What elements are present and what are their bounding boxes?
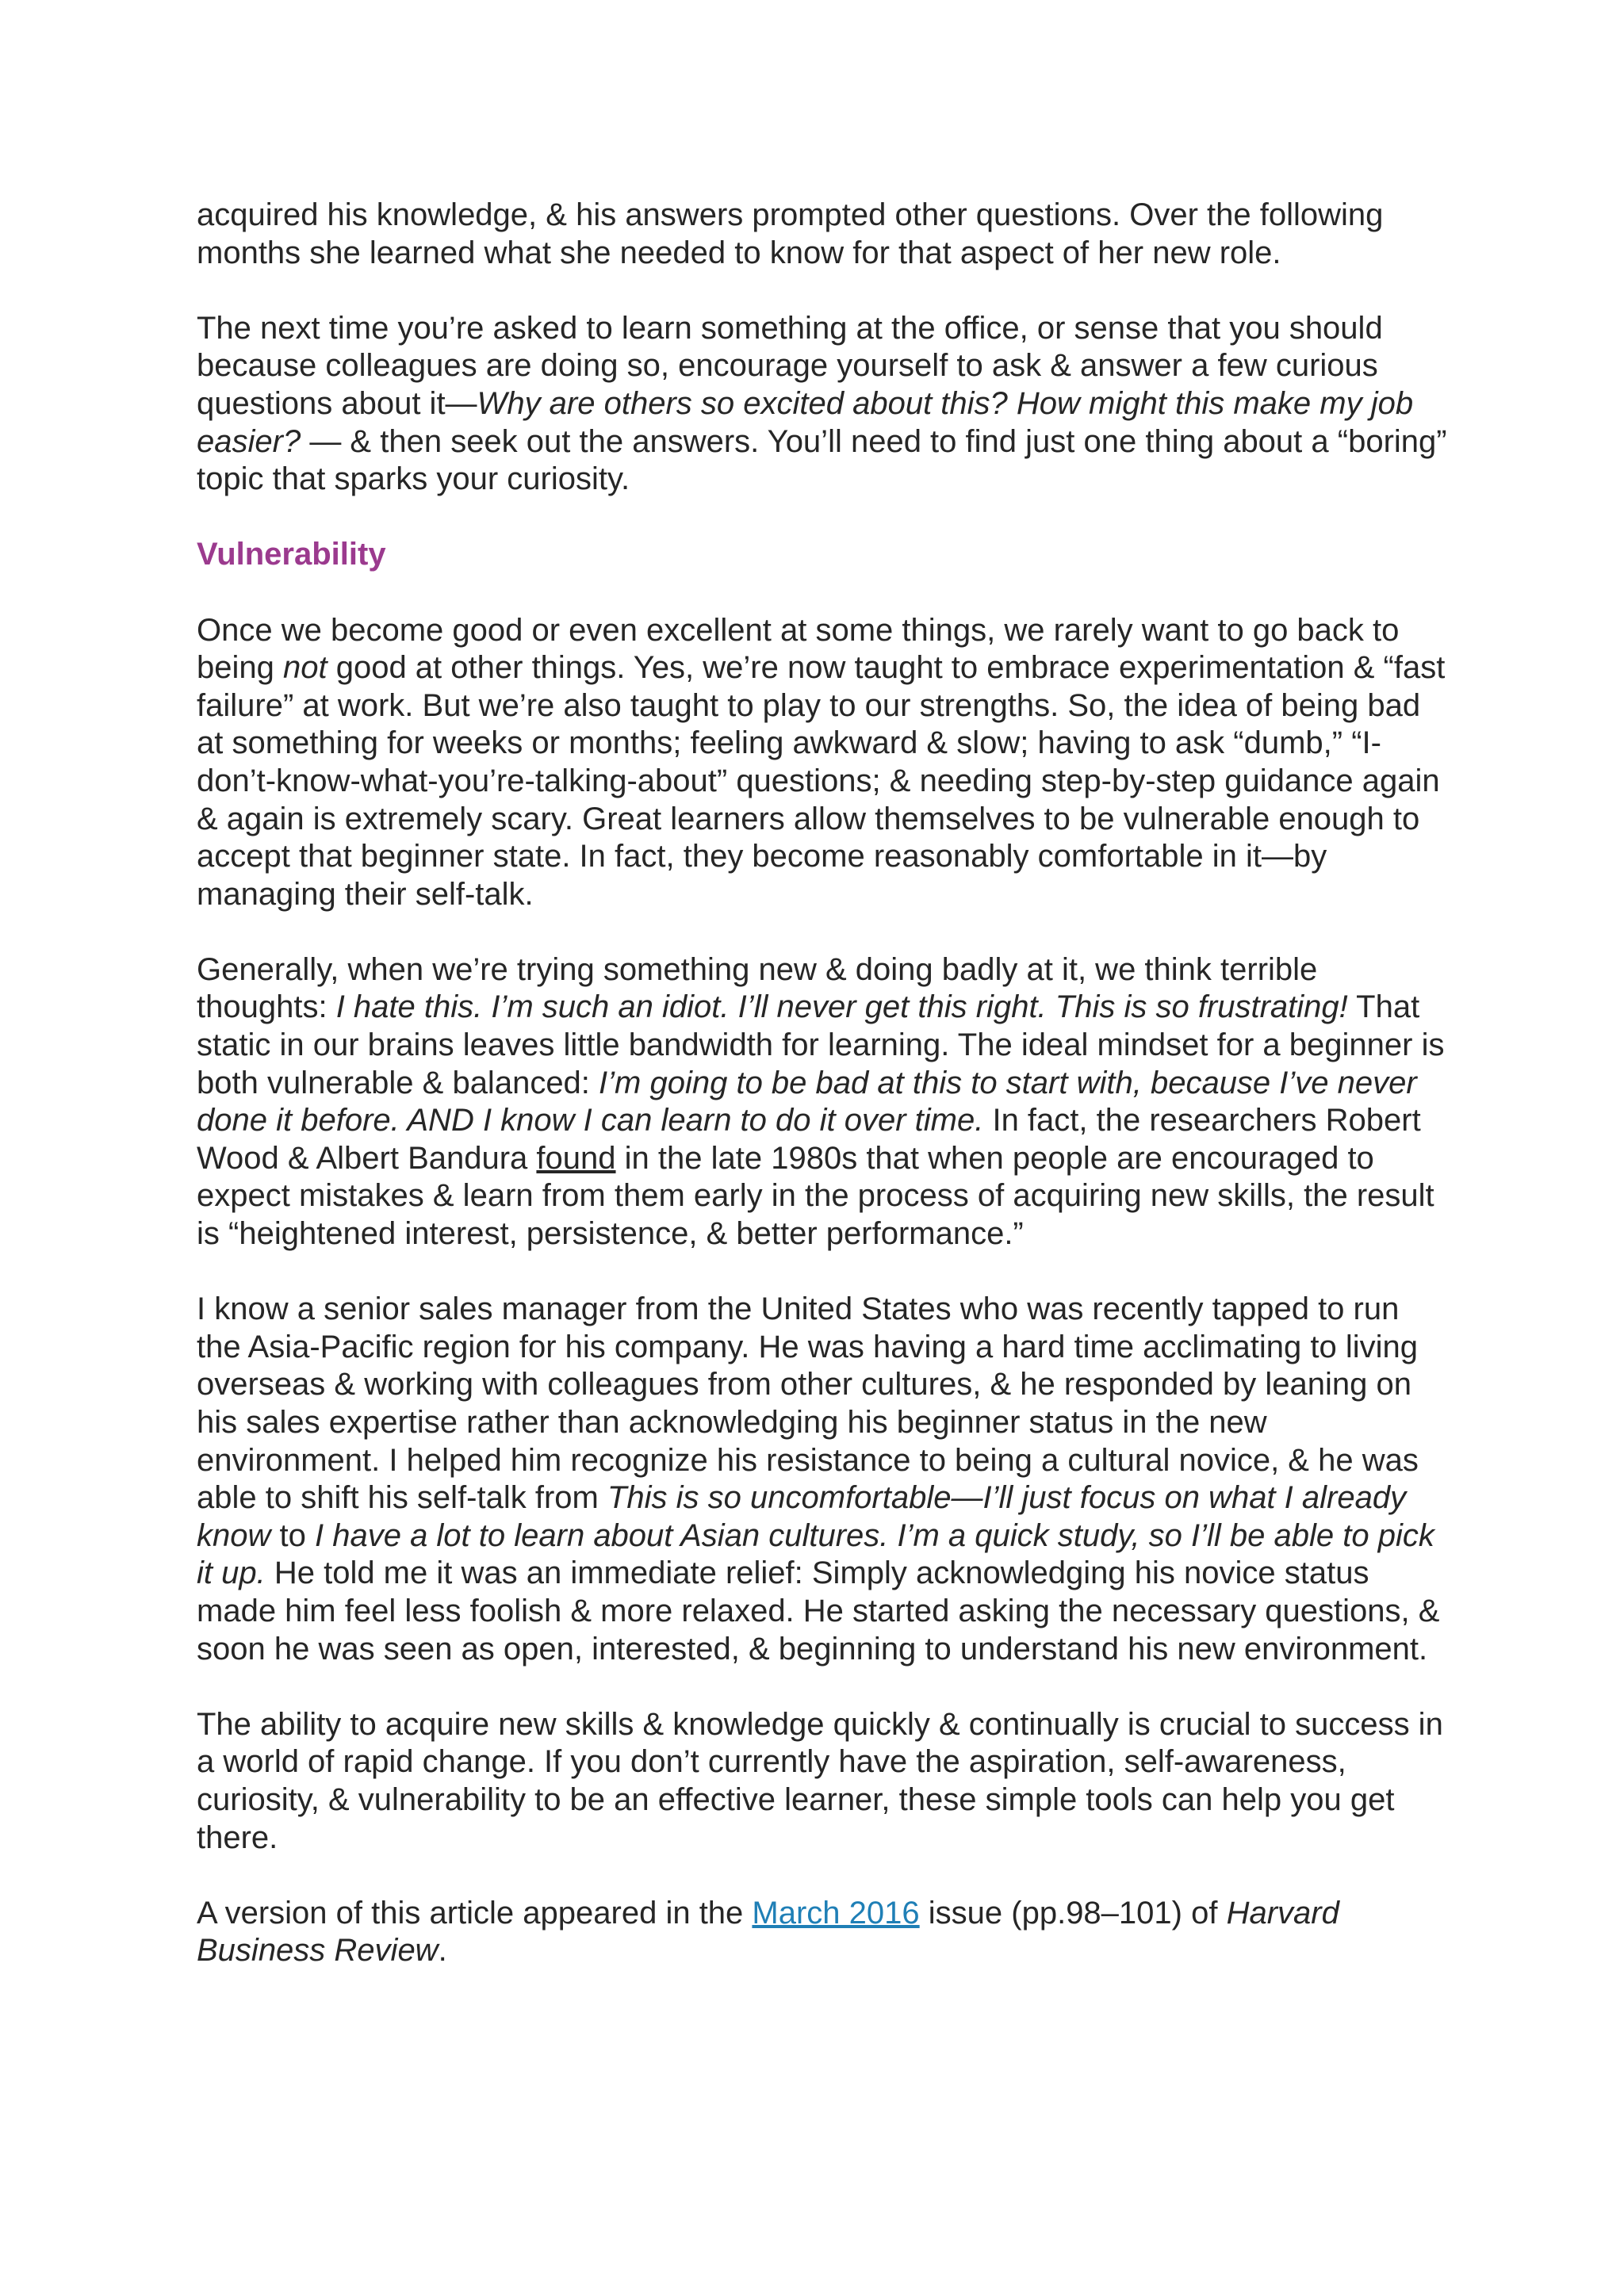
italic-not: not xyxy=(282,650,327,686)
paragraph-text: The ability to acquire new skills & knowledge quickly & continually is crucial to success in a world of rapid change. If you don’t currently have the aspiration, self-awareness, curiosity, & vulnerability to be an effective learner, these simple tools can help you get there. xyxy=(197,1706,1443,1855)
paragraph-self-talk xyxy=(197,951,1450,1253)
paragraph-beginner-state xyxy=(197,612,1450,914)
article-body xyxy=(197,197,1450,2008)
paragraph-text: He told me it was an immediate relief: Simply acknowledging his novice status made him feel less foolish & more relaxed. He started asking the necessary questions, & soon he was seen as open, interested, & beginning to understand his new environment. xyxy=(197,1556,1440,1667)
paragraph-text: acquired his knowledge, & his answers prompted other questions. Over the following months she learned what she needed to know for that aspect of her new role. xyxy=(197,197,1384,270)
issue-link[interactable]: March 2016 xyxy=(752,1895,920,1931)
paragraph-text: A version of this article appeared in the xyxy=(197,1895,753,1931)
paragraph-text: Generally, when we’re trying something new & doing badly at it, we think terrible thoughts: xyxy=(197,951,1318,1025)
italic-new-self-talk: I have a lot to learn about Asian cultures. I’m a quick study, so I’ll be able to pick it up. xyxy=(197,1517,1434,1591)
paragraph-text: issue (pp.98–101) of xyxy=(919,1895,1227,1931)
paragraph-text: That static in our brains leaves little bandwidth for learning. The ideal mindset for a beginner is both vulnerable & balanced: xyxy=(197,989,1445,1100)
italic-negative-thoughts: I hate this. I’m such an idiot. I’ll never get this right. This is so frustrating! xyxy=(335,989,1348,1025)
italic-old-self-talk: This is so uncomfortable—I’ll just focus on what I already know xyxy=(197,1480,1407,1553)
paragraph-text: I know a senior sales manager from the United States who was recently tapped to run the Asia-Pacific region for his company. He was having a hard time acclimating to living overseas & working with colleagues from other cultures, & he responded by leaning on his sales expertise rather than acknowledging his beginner status in the new environment. I helped him recognize his resistance to being a cultural novice, & he was able to shift his self-talk from xyxy=(197,1292,1419,1516)
paragraph-text: The next time you’re asked to learn something at the office, or sense that you should because colleagues are doing so, encourage yourself to ask & answer a few curious questions about it— xyxy=(197,310,1383,421)
paragraph-text: — & then seek out the answers. You’ll need to find just one thing about a “boring” topic that sparks your curiosity. xyxy=(197,423,1447,497)
paragraph-text: Once we become good or even excellent at some things, we rarely want to go back to being xyxy=(197,612,1400,686)
paragraph-text: good at other things. Yes, we’re now taught to embrace experimentation & “fast failure” at work. But we’re also taught to play to our strengths. So, the idea of being bad at something for weeks or months; feeling awkward & slow; having to ask “dumb,” “I-don’t-know-what-you’re-talking-about” questions; & needing step-by-step guidance again & again is extremely scary. Great learners allow themselves to be vulnerable enough to accept that beginner state. In fact, they become reasonably comfortable in it—by managing their self-talk. xyxy=(197,650,1446,912)
found-link[interactable]: found xyxy=(536,1140,616,1176)
paragraph-conclusion xyxy=(197,1706,1450,1857)
italic-balanced-mindset: I’m going to be bad at this to start with, because I’ve never done it before. AND I know I can learn to do it over time. xyxy=(197,1065,1417,1138)
paragraph-text: in the late 1980s that when people are encouraged to expect mistakes & learn from them early in the process of acquiring new skills, the result is “heightened interest, persistence, & better performance.” xyxy=(197,1140,1434,1252)
paragraph-knowledge-followup xyxy=(197,197,1450,272)
paragraph-curious-questions xyxy=(197,310,1450,499)
paragraph-sales-manager xyxy=(197,1291,1450,1668)
paragraph-publication-note xyxy=(197,1895,1450,1970)
paragraph-text: In fact, the researchers Robert Wood & Albert Bandura xyxy=(197,1103,1421,1176)
italic-questions: Why are others so excited about this? How might this make my job easier? xyxy=(197,385,1414,459)
paragraph-text: . xyxy=(438,1933,447,1969)
paragraph-text: to xyxy=(270,1517,315,1553)
italic-publication-name: Harvard Business Review xyxy=(197,1895,1339,1969)
section-heading-vulnerability: Vulnerability xyxy=(197,537,386,572)
